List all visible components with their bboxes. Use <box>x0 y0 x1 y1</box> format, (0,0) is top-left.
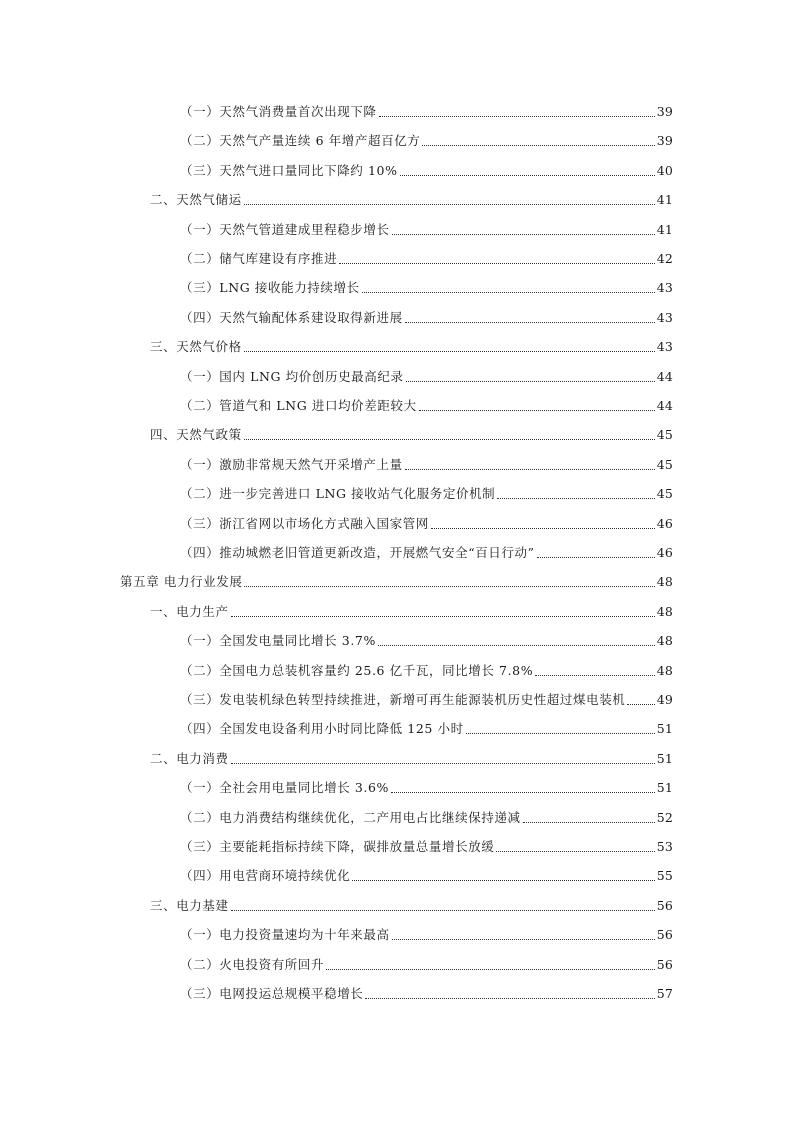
toc-entry-title: （四）用电营商环境持续优化 <box>180 868 351 884</box>
toc-page-number: 48 <box>656 603 673 619</box>
toc-subsection-entry[interactable] <box>180 686 673 708</box>
toc-subsection-entry[interactable] <box>180 127 673 149</box>
toc-section-entry[interactable] <box>150 333 673 355</box>
toc-page-number: 40 <box>656 162 673 178</box>
toc-subsection-entry[interactable] <box>180 862 673 884</box>
toc-page-number: 43 <box>656 280 673 296</box>
toc-entry-title: 一、电力生产 <box>150 603 229 619</box>
toc-page-number: 44 <box>656 398 673 413</box>
toc-entry-title: （一）天然气管道建成里程稳步增长 <box>180 221 390 237</box>
toc-dot-leader <box>365 998 654 999</box>
toc-subsection-entry[interactable] <box>180 715 673 737</box>
toc-page-number: 43 <box>656 309 673 325</box>
toc-entry-title: 二、电力消费 <box>150 750 229 766</box>
toc-subsection-entry[interactable] <box>180 951 673 973</box>
toc-page-number: 51 <box>656 780 673 796</box>
toc-subsection-entry[interactable] <box>180 510 673 532</box>
toc-dot-leader <box>422 145 654 146</box>
toc-section-entry[interactable] <box>150 421 673 443</box>
toc-dot-leader <box>400 175 655 176</box>
toc-entry-title: （三）发电装机绿色转型持续推进，新增可再生能源装机历史性超过煤电装机 <box>180 692 626 707</box>
toc-section-entry[interactable] <box>150 186 673 208</box>
toc-page-number: 52 <box>656 809 673 825</box>
toc-dot-leader <box>406 381 655 382</box>
toc-dot-leader <box>244 204 655 205</box>
toc-entry-title: （一）全国发电量同比增长 3.7% <box>180 633 376 649</box>
toc-page-number: 45 <box>656 456 673 472</box>
toc-entry-title: （二）天然气产量连续 6 年增产超百亿方 <box>180 133 421 149</box>
toc-entry-title: （三）浙江省网以市场化方式融入国家管网 <box>180 515 429 531</box>
toc-entry-title: （四）天然气输配体系建设取得新进展 <box>180 309 403 325</box>
toc-entry-title: 第五章 电力行业发展 <box>120 574 243 590</box>
toc-page-number: 56 <box>656 897 673 913</box>
toc-subsection-entry[interactable] <box>180 304 673 326</box>
toc-entry-title: 三、电力基建 <box>150 897 229 913</box>
toc-entry-title: （三）LNG 接收能力持续增长 <box>180 280 360 296</box>
toc-page-number: 41 <box>656 192 673 208</box>
toc-dot-leader <box>391 792 655 793</box>
toc-dot-leader <box>378 645 655 646</box>
toc-subsection-entry[interactable] <box>180 392 673 414</box>
toc-dot-leader <box>231 763 655 764</box>
toc-entry-title: （一）电力投资量速均为十年来最高 <box>180 927 390 943</box>
toc-section-entry[interactable] <box>150 892 673 914</box>
toc-subsection-entry[interactable] <box>180 480 673 502</box>
toc-page-number: 44 <box>656 368 673 384</box>
toc-page-number: 53 <box>656 839 673 854</box>
toc-entry-title: （二）火电投资有所回升 <box>180 956 325 972</box>
toc-dot-leader <box>379 116 655 117</box>
toc-subsection-entry[interactable] <box>180 627 673 649</box>
toc-entry-title: （二）管道气和 LNG 进口均价差距较大 <box>180 398 417 413</box>
toc-dot-leader <box>496 851 654 852</box>
toc-subsection-entry[interactable] <box>180 539 673 561</box>
toc-dot-leader <box>244 351 655 352</box>
toc-dot-leader <box>352 880 654 881</box>
toc-page-number: 48 <box>656 574 673 590</box>
toc-entry-title: （二）全国电力总装机容量约 25.6 亿千瓦，同比增长 7.8% <box>180 662 534 678</box>
toc-dot-leader <box>627 704 654 705</box>
toc-entry-title: 二、天然气储运 <box>150 192 242 208</box>
toc-subsection-entry[interactable] <box>180 451 673 473</box>
toc-dot-leader <box>326 969 655 970</box>
toc-entry-title: 四、天然气政策 <box>150 427 242 443</box>
toc-dot-leader <box>392 234 655 235</box>
toc-entry-title: （一）激励非常规天然气开采增产上量 <box>180 456 403 472</box>
toc-page-number: 48 <box>656 662 673 678</box>
toc-page-number: 56 <box>656 927 673 943</box>
toc-dot-leader <box>244 439 655 440</box>
toc-subsection-entry[interactable] <box>180 157 673 179</box>
toc-page-number: 48 <box>656 633 673 649</box>
toc-dot-leader <box>431 528 655 529</box>
toc-entry-title: （二）储气库建设有序推进 <box>180 251 338 266</box>
toc-entry-title: （三）天然气进口量同比下降约 10% <box>180 162 398 178</box>
toc-entry-title: （二）电力消费结构继续优化，二产用电占比继续保持递减 <box>180 809 521 825</box>
toc-subsection-entry[interactable] <box>180 274 673 296</box>
toc-dot-leader <box>405 322 655 323</box>
toc-chapter-entry[interactable] <box>120 568 673 590</box>
toc-page-number: 51 <box>656 721 673 737</box>
toc-entry-title: （一）国内 LNG 均价创历史最高纪录 <box>180 368 404 384</box>
toc-page-number: 45 <box>656 427 673 443</box>
toc-dot-leader <box>392 939 655 940</box>
toc-subsection-entry[interactable] <box>180 657 673 679</box>
toc-subsection-entry[interactable] <box>180 833 673 855</box>
toc-entry-title: （一）天然气消费量首次出现下降 <box>180 104 377 119</box>
toc-entry-title: （三）电网投运总规模平稳增长 <box>180 986 364 1001</box>
toc-dot-leader <box>244 586 654 587</box>
toc-dot-leader <box>537 557 655 558</box>
toc-entry-title: （二）进一步完善进口 LNG 接收站气化服务定价机制 <box>180 486 496 502</box>
toc-dot-leader <box>419 410 655 411</box>
toc-page-number: 41 <box>656 221 673 237</box>
toc-page-number: 39 <box>656 104 673 119</box>
toc-subsection-entry[interactable] <box>180 804 673 826</box>
toc-page-number: 42 <box>656 251 673 266</box>
toc-dot-leader <box>362 292 655 293</box>
toc-dot-leader <box>405 469 655 470</box>
toc-page-number: 56 <box>656 956 673 972</box>
toc-subsection-entry[interactable] <box>180 98 673 120</box>
toc-page-number: 57 <box>656 986 673 1001</box>
toc-entry-title: （四）推动城燃老旧管道更新改造，开展燃气安全“百日行动” <box>180 545 535 560</box>
toc-page-number: 46 <box>656 545 673 560</box>
toc-section-entry[interactable] <box>150 745 673 767</box>
toc-page-number: 45 <box>656 486 673 502</box>
toc-page-number: 43 <box>656 339 673 355</box>
toc-page-number: 51 <box>656 750 673 766</box>
toc-page-number: 49 <box>656 692 673 707</box>
toc-page-number: 46 <box>656 515 673 531</box>
toc-subsection-entry[interactable] <box>180 363 673 385</box>
toc-entry-title: （三）主要能耗指标持续下降，碳排放量总量增长放缓 <box>180 839 495 854</box>
toc-dot-leader <box>339 263 654 264</box>
toc-entry-title: 三、天然气价格 <box>150 339 242 355</box>
toc-dot-leader <box>523 822 655 823</box>
toc-section-entry[interactable] <box>150 598 673 620</box>
toc-dot-leader <box>466 733 655 734</box>
toc-entry-title: （四）全国发电设备利用小时同比降低 125 小时 <box>180 721 464 737</box>
toc-subsection-entry[interactable] <box>180 980 673 1002</box>
toc-dot-leader <box>497 498 654 499</box>
toc-dot-leader <box>231 910 655 911</box>
toc-page-number: 55 <box>656 868 673 884</box>
toc-subsection-entry[interactable] <box>180 774 673 796</box>
toc-entry-title: （一）全社会用电量同比增长 3.6% <box>180 780 390 796</box>
toc-subsection-entry[interactable] <box>180 245 673 267</box>
toc-subsection-entry[interactable] <box>180 921 673 943</box>
toc-subsection-entry[interactable] <box>180 216 673 238</box>
toc-dot-leader <box>231 616 655 617</box>
toc-page-number: 39 <box>656 133 673 149</box>
toc-dot-leader <box>535 675 654 676</box>
